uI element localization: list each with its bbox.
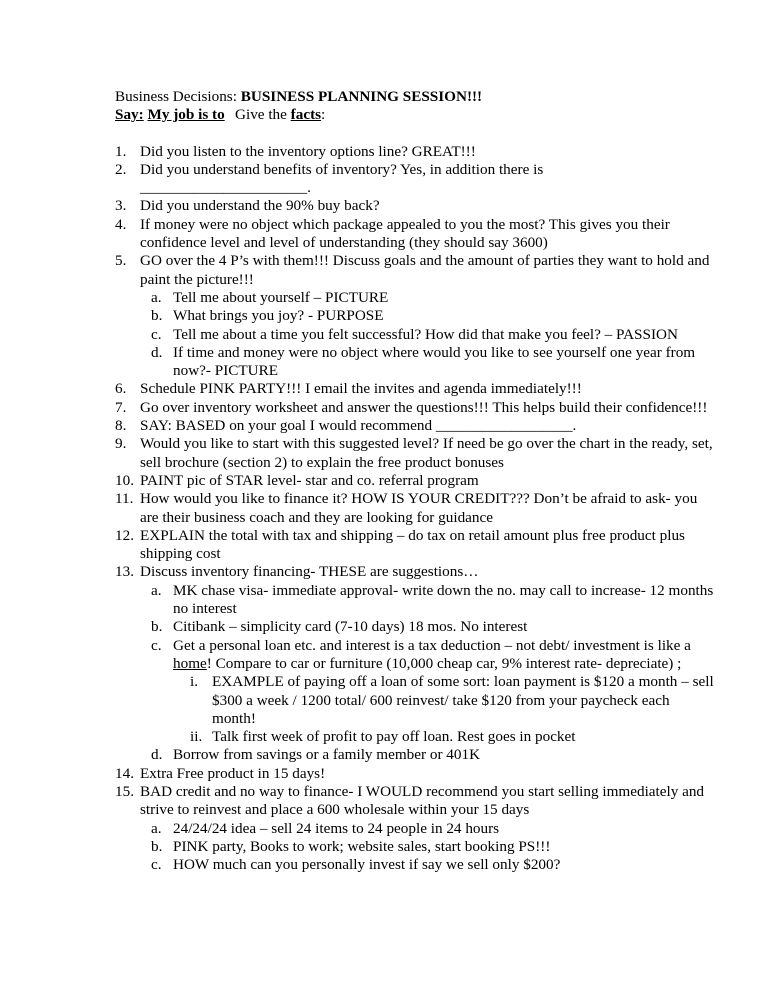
item-text: Extra Free product in 15 days! bbox=[140, 764, 326, 782]
list-subitem bbox=[115, 618, 715, 636]
item-text: MK chase visa- immediate approval- write down the no. may call to increase- 12 months no interest bbox=[173, 581, 714, 618]
item-text: 24/24/24 idea – sell 24 items to 24 people in 24 hours bbox=[173, 819, 500, 837]
facts-label: facts bbox=[290, 106, 322, 124]
list-subitem bbox=[115, 326, 715, 344]
item-number: 5. bbox=[115, 252, 127, 270]
item-text: Tell me about yourself – PICTURE bbox=[173, 288, 389, 306]
item-number: 11. bbox=[115, 490, 134, 508]
item-number: 4. bbox=[115, 215, 127, 233]
list-item bbox=[115, 783, 715, 820]
item-roman: ii. bbox=[190, 728, 203, 746]
item-letter: b. bbox=[151, 618, 163, 636]
list-item bbox=[115, 417, 715, 435]
list-item bbox=[115, 563, 715, 581]
item-number: 6. bbox=[115, 380, 127, 398]
item-text: What brings you joy? - PURPOSE bbox=[173, 307, 384, 325]
item-text: Did you listen to the inventory options line? GREAT!!! bbox=[140, 142, 476, 160]
item-text: Did you understand benefits of inventory? Yes, in addition there is ______________________. bbox=[140, 160, 544, 197]
document-title-line bbox=[115, 88, 715, 106]
item-letter: d. bbox=[151, 343, 163, 361]
item-text: Would you like to start with this suggested level? If need be go over the chart in the ready, set, sell brochure (section 2) to explain the free product bonuses bbox=[140, 435, 713, 471]
item-text: Go over inventory worksheet and answer the questions!!! This helps build their confidence!!! bbox=[140, 398, 708, 416]
item-number: 7. bbox=[115, 398, 127, 416]
item-number: 14. bbox=[115, 764, 134, 782]
item-text: PINK party, Books to work; website sales, start booking PS!!! bbox=[173, 837, 551, 855]
item-text: Tell me about a time you felt successful? How did that make you feel? – PASSION bbox=[173, 325, 678, 343]
item-text: Talk first week of profit to pay off loan. Rest goes in pocket bbox=[212, 728, 576, 746]
list-item bbox=[115, 161, 715, 198]
list-subsubitem bbox=[115, 673, 715, 728]
item-text: PAINT pic of STAR level- star and co. referral program bbox=[140, 471, 479, 489]
list-subitem bbox=[115, 307, 715, 325]
item-text: BAD credit and no way to finance- I WOULD recommend you start selling immediately and strive to reinvest and place a 600 wholesale within your 15 days bbox=[140, 782, 705, 819]
item-text: Discuss inventory financing- THESE are suggestions… bbox=[140, 563, 479, 581]
list-item bbox=[115, 527, 715, 564]
document-title: BUSINESS PLANNING SESSION!!! bbox=[240, 88, 483, 105]
item-letter: a. bbox=[151, 288, 162, 306]
item-text: SAY: BASED on your goal I would recommend __________________. bbox=[140, 417, 577, 435]
list-item bbox=[115, 252, 715, 289]
item-text: HOW much can you personally invest if say we sell only $200? bbox=[173, 856, 561, 874]
item-number: 13. bbox=[115, 563, 134, 581]
list-item bbox=[115, 765, 715, 783]
item-text: How would you like to finance it? HOW IS YOUR CREDIT??? Don’t be afraid to ask- you are their business coach and they are looking for guidance bbox=[140, 490, 698, 526]
list-subsubitem bbox=[115, 728, 715, 746]
list-subitem bbox=[115, 856, 715, 874]
list-item bbox=[115, 143, 715, 161]
item-number: 9. bbox=[115, 435, 127, 453]
list-item bbox=[115, 216, 715, 253]
my-job-label: My job is to bbox=[147, 106, 225, 124]
list-subitem bbox=[115, 746, 715, 764]
item-letter: d. bbox=[151, 746, 163, 764]
item-text: Did you understand the 90% buy back? bbox=[140, 197, 380, 215]
item-number: 1. bbox=[115, 142, 127, 160]
list-subitem bbox=[115, 838, 715, 856]
list-item bbox=[115, 197, 715, 215]
item-number: 2. bbox=[115, 160, 127, 178]
list-subitem bbox=[115, 820, 715, 838]
list-subitem bbox=[115, 637, 715, 674]
item-number: 3. bbox=[115, 197, 127, 215]
item-letter: c. bbox=[151, 636, 162, 654]
item-roman: i. bbox=[190, 673, 199, 691]
colon-label: : bbox=[321, 106, 326, 124]
home-underlined: home bbox=[173, 654, 207, 672]
list-item bbox=[115, 435, 715, 472]
list-item bbox=[115, 472, 715, 490]
item-text: Get a personal loan etc. and interest is a tax deduction – not debt/ investment is like a bbox=[173, 636, 691, 654]
document-page bbox=[115, 88, 715, 874]
item-text: Citibank – simplicity card (7-10 days) 18 mos. No interest bbox=[173, 618, 528, 636]
item-letter: b. bbox=[151, 307, 163, 325]
item-text: EXAMPLE of paying off a loan of some sort: loan payment is $120 a month – sell $300 a week / 1200 total/ 600 reinvest/ take $120 from your paycheck each month! bbox=[212, 673, 714, 727]
item-text: If money were no object which package appealed to you the most? This gives you their confidence level and level of understanding (they should say 3600) bbox=[140, 215, 670, 252]
item-text: Borrow from savings or a family member or 401K bbox=[173, 746, 481, 764]
item-letter: c. bbox=[151, 856, 162, 874]
list-subitem bbox=[115, 289, 715, 307]
item-number: 10. bbox=[115, 471, 134, 489]
list-item bbox=[115, 399, 715, 417]
item-number: 15. bbox=[115, 782, 134, 800]
item-letter: b. bbox=[151, 837, 163, 855]
give-label: Give the bbox=[235, 106, 291, 124]
list-subitem bbox=[115, 344, 715, 381]
item-text: GO over the 4 P’s with them!!! Discuss goals and the amount of parties they want to hold and paint the picture!!! bbox=[140, 252, 710, 288]
item-letter: a. bbox=[151, 581, 162, 599]
item-letter: c. bbox=[151, 325, 162, 343]
item-number: 12. bbox=[115, 526, 134, 544]
item-text: Schedule PINK PARTY!!! I email the invites and agenda immediately!!! bbox=[140, 380, 582, 398]
list-item bbox=[115, 380, 715, 398]
item-text-continued: ! Compare to car or furniture (10,000 cheap car, 9% interest rate- depreciate) ; bbox=[206, 654, 682, 672]
item-number: 8. bbox=[115, 417, 127, 435]
title-prefix: Business Decisions: bbox=[115, 88, 241, 105]
item-text: EXPLAIN the total with tax and shipping – do tax on retail amount plus free product plus shipping cost bbox=[140, 526, 685, 563]
list-subitem bbox=[115, 582, 715, 619]
say-label: Say: bbox=[115, 106, 144, 124]
item-letter: a. bbox=[151, 819, 162, 837]
list-item bbox=[115, 490, 715, 527]
item-text: If time and money were no object where would you like to see yourself one year from now?- PICTURE bbox=[173, 343, 696, 380]
